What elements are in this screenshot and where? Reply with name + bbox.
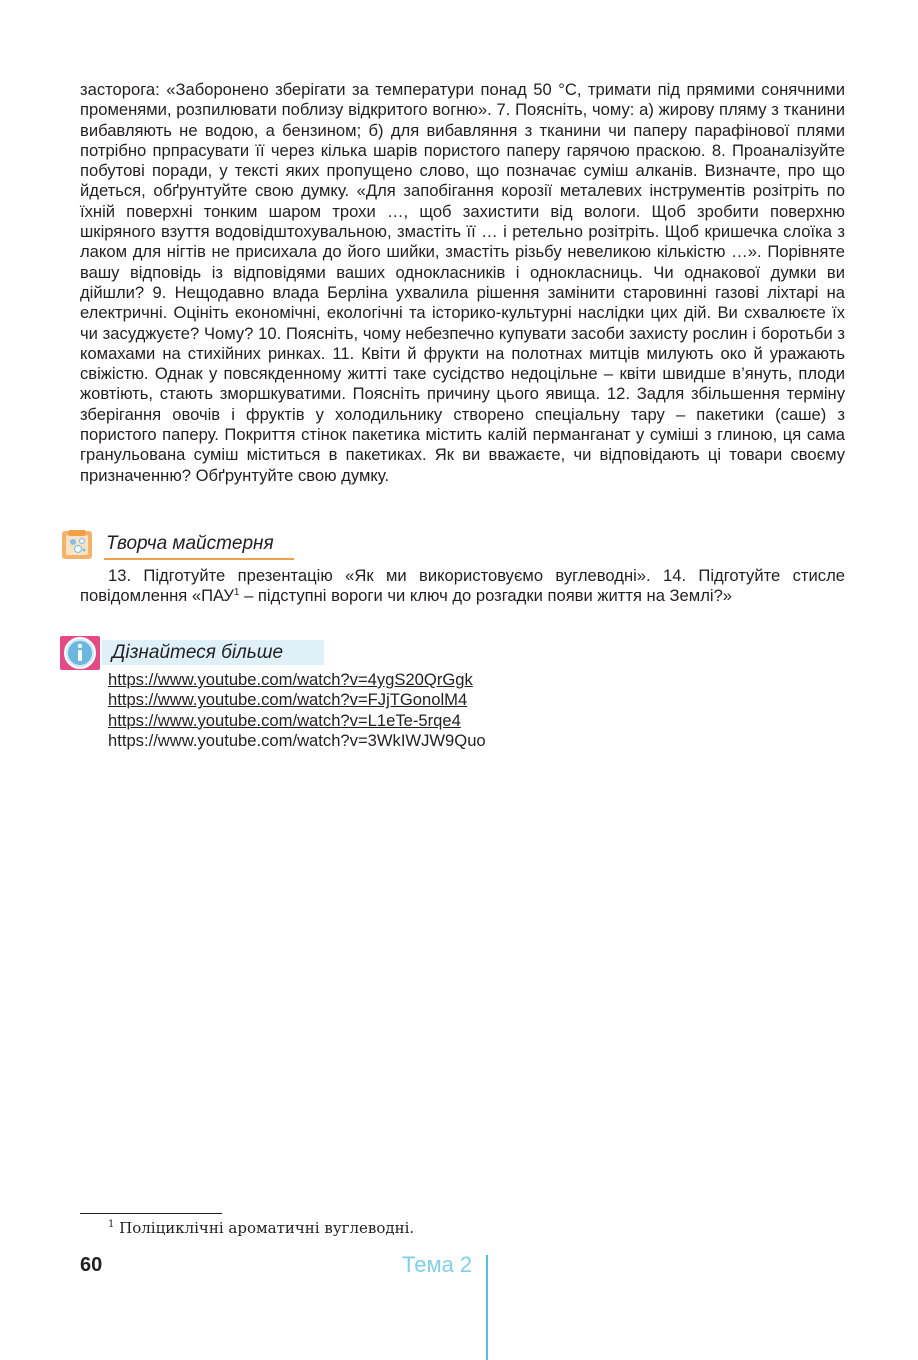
creative-workshop-underline: [104, 558, 294, 560]
footnote-mark: 1: [108, 1219, 115, 1230]
footnote: [108, 1218, 414, 1238]
main-paragraph: засторога: «Заборонено зберігати за температури понад 50 °С, тримати під прямими сонячними променями, розпилювати поблизу відкритого вогню». 7. Поясніть, чому: а) жирову пляму з тканини вибавляють не водою, а бензином; б) для вибавляння з тканини чи паперу парафінової плями потрібно прпрасувати її через кілька шарів пористого паперу гарячою праскою. 8. Проаналізуйте побутові поради, у тексті яких пропущено слово, що позначає суміш алканів. Визначте, про що йдеться, обґрунтуйте свою думку. «Для запобігання корозії металевих інструментів розітріть по їхній поверхні тонким шаром трохи …, щоб захистити від вологи. Щоб зробити поверхню шкіряного взуття водовідштохувальною, змастіть її … і ретельно розітріть. Щоб кришечка слоїка з лаком для нігтів не присихала до його шийки, змастіть різьбу невеликою кількістю …». Порівняте вашу відповідь із відповідями ваших однокласників і однокласниць. Чи однакової думки ви дійшли? 9. Нещодавно влада Берліна ухвалила рішення замінити старовинні газові ліхтарі на електричні. Оцініть економічні, екологічні та історико-культурні наслідки цих дій. Ви схвалюєте їх чи засуджуєте? Чому? 10. Поясніть, чому небезпечно купувати засоби захисту рослин і боротьби з комахами на стихійних ринках. 11. Квіти й фрукти на полотнах митців милують око й уражають свіжістю. Однак у повсякденному житті таке сусідство недоцільне – квіти швидше в’януть, плоди жовтіють, стають зморшкуватими. Поясніть причину цього явища. 12. Задля збільшення терміну зберігання овочів і фруктів у холодильнику створено спеціальну тару – пакетики (саше) з пористого паперу. Покриття стінок пакетика містить калій перманганат у суміші з глиною, ця сама гранульована суміш міститься в пакетиках. Як ви вважаєте, чи відповідають ці товари своєму призначенню? Обґрунтуйте свою думку.: [80, 80, 845, 485]
topic-label: Тема 2: [402, 1252, 473, 1277]
video-link-3[interactable]: https://www.youtube.com/watch?v=L1eTe-5rqe4: [108, 710, 461, 730]
topic-divider: [486, 1255, 488, 1360]
creative-task-text-2: – підступні вороги чи ключ до розгадки появи життя на Землі?»: [239, 586, 733, 606]
learn-more-links: [108, 670, 486, 752]
creative-workshop-title: Творча майстерня: [106, 533, 274, 554]
creative-workshop-icon: [60, 528, 96, 562]
video-link-1[interactable]: https://www.youtube.com/watch?v=4ygS20QrGgk: [108, 670, 473, 689]
learn-more-heading: [60, 636, 330, 670]
creative-task-text-1: 13. Підготуйте презентацію «Як ми використовуємо вуглеводні». 14. Підготуйте стисле повідомлення «ПАУ: [80, 566, 845, 606]
footnote-divider: [80, 1213, 222, 1214]
footnote-text: Поліциклічні ароматичні вуглеводні.: [114, 1219, 415, 1237]
creative-task-paragraph: [80, 566, 845, 607]
footnote-reference: 1: [233, 587, 240, 599]
video-link-2[interactable]: https://www.youtube.com/watch?v=FJjTGonolM4: [108, 690, 468, 710]
learn-more-title: Дізнайтеся більше: [112, 642, 284, 663]
info-icon: [60, 636, 96, 670]
creative-workshop-heading: [60, 528, 300, 562]
video-link-4[interactable]: https://www.youtube.com/watch?v=3WkIWJW9Quo: [108, 731, 486, 751]
page-number: 60: [80, 1254, 103, 1276]
